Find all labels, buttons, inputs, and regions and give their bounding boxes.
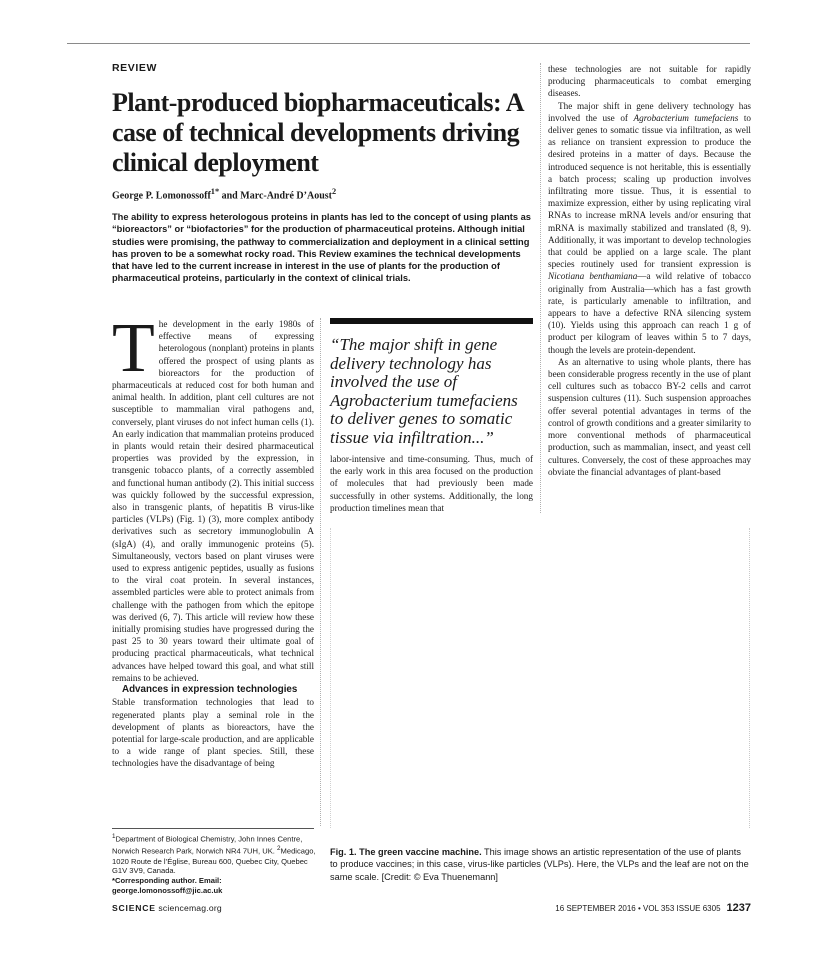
author-name: George P. Lomonossoff <box>112 190 211 202</box>
affiliations <box>112 832 317 896</box>
body-paragraph: labor-intensive and time-consuming. Thus, much of the early work in this area focused on the production of molecules that had previously been made successfully in other systems. Additionally, the long production timelines mean that <box>330 454 533 513</box>
journal-site: sciencemag.org <box>158 903 222 913</box>
body-paragraph: As an alternative to using whole plants, there has been considerable progress recently in the use of plant cell cultures such as tobacco BY-2 cells and carrot suspension cultures (11). Such suspension approaches offer several potential advantages in terms of the control of growth conditions and a greater similarity to more conventional methods of pharmaceutical production, such as mammalian, insect, and yeast cell cultures. Conversely, the cost of these approaches may obviate the financial advantages of plant-based <box>548 356 751 477</box>
section-label: REVIEW <box>112 62 158 74</box>
body-paragraph <box>112 310 314 684</box>
body-column-1 <box>112 310 314 770</box>
author-conjunction: and <box>221 190 238 202</box>
paragraph-text: —a wild relative of tobacco originally from Australia—which has a fast growth rate, is particularly amenable to infiltration, and appears to have a defective RNA silencing system (10). Yields using this approach can reach 1 g of product per kilogram of leaves within 5 to 7 days, though the levels are protein-dependent. <box>548 271 751 355</box>
species-name: Nicotiana benthamiana <box>548 271 638 282</box>
column-divider <box>320 318 322 826</box>
body-paragraph <box>548 100 751 356</box>
figure-edge <box>330 528 332 828</box>
species-name: Agrobacterium tumefaciens <box>633 112 739 123</box>
drop-cap: T <box>112 310 155 387</box>
affiliation-text: Medicago, 1020 Route de l’Église, Bureau 600, Quebec City, Quebec G1V 3V9, Canada. <box>112 846 316 876</box>
abstract: The ability to express heterologous proteins in plants has led to the concept of using plants as “bioreactors” or “biofactories” for the production of pharmaceutical proteins. Although initial studies were promising, the pathway to commercialization and deployment in a clinical setting has proven to be a somewhat rocky road. This Review examines the technical developments that have led to the current increase in interest in the use of plants for the production of pharmaceutical proteins, particularly in the context of clinical trials. <box>112 212 531 284</box>
footer-issue <box>548 902 751 914</box>
paragraph-text: to deliver genes to somatic tissue via infiltration, as well as reliance on transient expression to produce the desired proteins in a matter of days. Because the introduced sequence is not heritable, this is essentially a batch process; scaling up production involves infiltrating more tissue. Thus, it is essential to maximize expression, either by using replicating viral RNAs to increase mRNA levels and/or ensuring that mRNA is maximally stabilized and translated (8, 9). Additionally, it was important to develop technologies that could be applied on a large scale. The plant species routinely used for transient expression is <box>548 112 751 270</box>
body-paragraph: these technologies are not suitable for rapidly producing pharmaceuticals to combat emerging diseases. <box>548 64 751 99</box>
caption-text: This image shows an artistic representation of the use of plants to produce vaccines; in this case, virus-like particles (VLPs). Here, the VLPs and the leaf are not on the same scale. [Credit: © Eva Thuenemann] <box>330 847 749 882</box>
body-paragraph: Stable transformation technologies that lead to regenerated plants play a seminal role in the development of plants as bioreactors, have the potential for large-scale production, and are applicable to a wide range of plant species. Still, these technologies have the disadvantage of being <box>112 697 314 769</box>
figure-caption <box>330 846 751 883</box>
article-title: Plant-produced biopharmaceuticals: A case of technical developments driving clinical deployment <box>112 88 523 177</box>
footnote-rule <box>112 828 314 829</box>
affiliation-mark: 2 <box>332 187 337 196</box>
column-divider <box>540 63 542 513</box>
page-number: 1237 <box>726 902 751 914</box>
body-column-3 <box>548 63 751 478</box>
issue-info: 16 SEPTEMBER 2016 • VOL 353 ISSUE 6305 <box>555 904 721 913</box>
author-line <box>112 187 532 201</box>
caption-label: Fig. 1. The green vaccine machine. <box>330 847 482 857</box>
corresponding-author: *Corresponding author. Email: george.lomonossoff@jic.ac.uk <box>112 876 223 896</box>
body-column-2 <box>330 453 533 514</box>
journal-name: SCIENCE <box>112 903 156 913</box>
affiliation-mark: 2 <box>277 845 281 853</box>
pullquote: “The major shift in gene delivery technology has involved the use of Agrobacterium tumefaciens to deliver genes to somatic tissue via infiltration...” <box>330 335 518 447</box>
section-subhead: Advances in expression technologies <box>122 684 298 696</box>
pullquote-bar <box>330 318 533 324</box>
paragraph-text: he development in the early 1980s of effective means of expressing heterologous (nonplant) proteins in plants offered the prospect of using plants as bioreactors for the production of pharmaceuticals at reduced cost for both human and animal health. In addition, plant cell cultures are not susceptible to mammalian viral pathogens and, conversely, plant viruses do not infect human cells (1). An early indication that mammalian proteins produced in plants would retain their desired pharmaceutical properties was provided by the expression, in transgenic tobacco plants, of a correctly assembled and functional human antibody (2). This initial success was quickly followed by the successful expression, also in transgenic plants, of hepatitis B virus-like particles (VLPs) (Fig. 1) (3), more complex antibody derivatives such as secretory immunoglobulin A (sIgA) (4), and orally immunogenic proteins (5). Simultaneously, vectors based on plant viruses were used to express antigenic peptides, usually as fusions to the viral coat protein. In several instances, assembled particles were able to protect animals from challenge with the pathogen from which the epitope was derived (6, 7). This article will review how these initially promising studies have progressed during the past 25 to 30 years toward their ultimate goal of producing practical pharmaceuticals, what technical advances have helped toward this goal, and what still remains to be achieved. <box>112 319 314 683</box>
footer-journal <box>112 903 222 913</box>
top-rule <box>67 43 750 44</box>
author-name: Marc-André D’Aoust <box>240 190 332 202</box>
affiliation-text: Department of Biological Chemistry, John Innes Centre, Norwich Research Park, Norwich NR4 7UH, UK. <box>112 834 303 856</box>
affiliation-mark: 1 <box>112 833 116 840</box>
figure-1-image <box>330 528 751 830</box>
affiliation-mark: 1* <box>210 187 220 196</box>
figure-edge <box>749 528 751 828</box>
paragraph-text: The major shift in gene delivery technology has involved the use of <box>548 100 751 123</box>
